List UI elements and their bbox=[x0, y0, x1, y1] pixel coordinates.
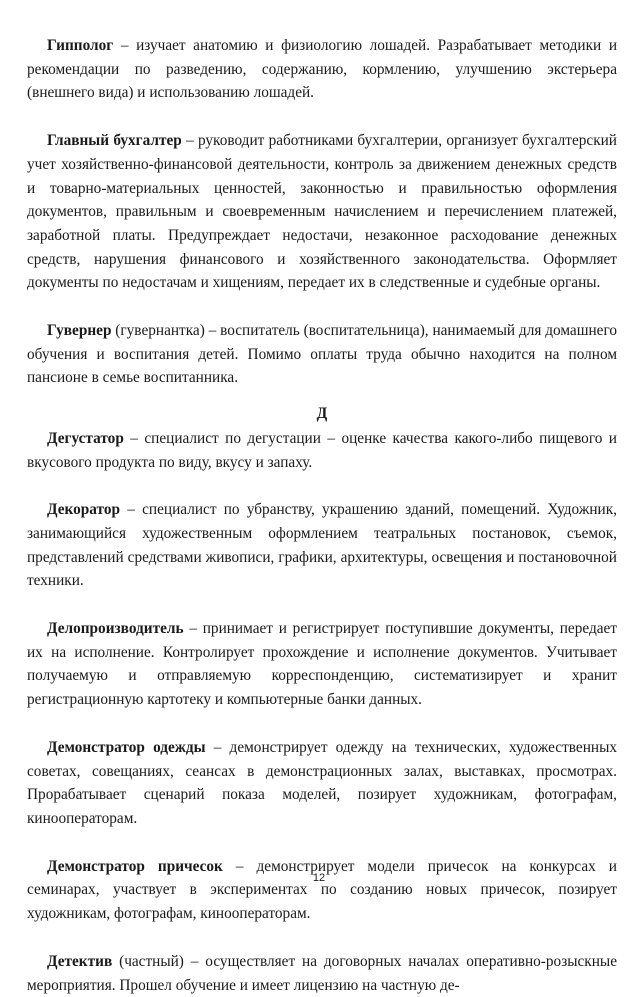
page-number: 12 bbox=[312, 872, 326, 884]
entry-term: Гувернер bbox=[47, 322, 112, 340]
entry-term: Гипполог bbox=[47, 37, 114, 54]
entry-definition: – принимает и регистрирует поступившие документы, передает их на исполнение. Контролирует прохождение и исполнение документов. Учитывает получаемую и отправляемую корреспонденцию, систематизирует и хранит регистрационную картотеку и компьютерные банки данных. bbox=[27, 620, 617, 709]
entry-term: Декоратор bbox=[47, 501, 120, 519]
entry-definition: (гувернантка) – воспитатель (воспитательница), нанимаемый для домашнего обучения и воспитания детей. Помимо оплаты труда обычно находится на полном пансионе в семье воспитанника. bbox=[27, 322, 617, 387]
entry-term: Дегустатор bbox=[47, 429, 124, 447]
entry-definition: – специалист по убранству, украшению зданий, помещений. Художник, занимающийся художественным оформлением театральных постановок, съемок, представлений средствами живописи, графики, архитектуры, освещения и постановочной техники. bbox=[27, 501, 617, 590]
entry-term: Делопроизводитель bbox=[47, 620, 184, 638]
entry-hairstyle-model bbox=[27, 855, 617, 926]
entry-decorator bbox=[27, 498, 617, 593]
entry-clerk bbox=[27, 617, 617, 712]
entry-detective bbox=[27, 950, 617, 997]
entry-definition: – демонстрирует одежду на технических, художественных советах, совещаниях, сеансах в демонстрационных залах, выставках, просмотрах. Прорабатывает сценарий показа моделей, позирует художникам, фотографам, кинооператорам. bbox=[27, 738, 617, 827]
section-letter-heading: Д bbox=[316, 405, 328, 423]
entry-definition: – демонстрирует модели причесок на конкурсах и семинарах, участвует в экспериментах по созданию новых причесок, позирует художникам, фотографам, кинооператорам. bbox=[27, 857, 617, 923]
entry-definition: (частный) – осуществляет на договорных началах оперативно-розыскные мероприятия. Прошел обучение и имеет лицензию на частную де- bbox=[27, 952, 617, 994]
entry-term: Детектив bbox=[47, 952, 113, 970]
entry-definition: – специалист по дегустации – оценке качества какого-либо пищевого и вкусового продукта по виду, вкусу и запаху. bbox=[27, 429, 617, 471]
document-body bbox=[27, 34, 617, 997]
entry-taster bbox=[27, 427, 617, 474]
entry-definition: – изучает анатомию и физиологию лошадей. Разрабатывает методики и рекомендации по разведению, содержанию, кормлению, улучшению экстерьера (внешнего вида) и использованию лошадей. bbox=[27, 37, 617, 102]
entry-hippologist bbox=[27, 34, 617, 105]
entry-governor bbox=[27, 319, 617, 390]
entry-definition: – руководит работниками бухгалтерии, организует бухгалтерский учет хозяйственно-финансовой деятельности, контроль за движением денежных средств и товарно-материальных ценностей, законностью и правильностью оформления документов, правильным и своевременным начислением и перечислением платежей, заработной платы. Предупреждает недостачи, незаконное расходование денежных средств, нарушения финансового и хозяйственного законодательства. Оформляет документы по недостачам и хищениям, передает их в следственные и судебные органы. bbox=[27, 132, 617, 292]
entry-clothing-model bbox=[27, 736, 617, 831]
entry-chief-accountant bbox=[27, 129, 617, 295]
entry-term: Главный бухгалтер bbox=[47, 132, 182, 150]
entry-term: Демонстратор причесок bbox=[47, 857, 223, 875]
entry-term: Демонстратор одежды bbox=[47, 738, 206, 756]
